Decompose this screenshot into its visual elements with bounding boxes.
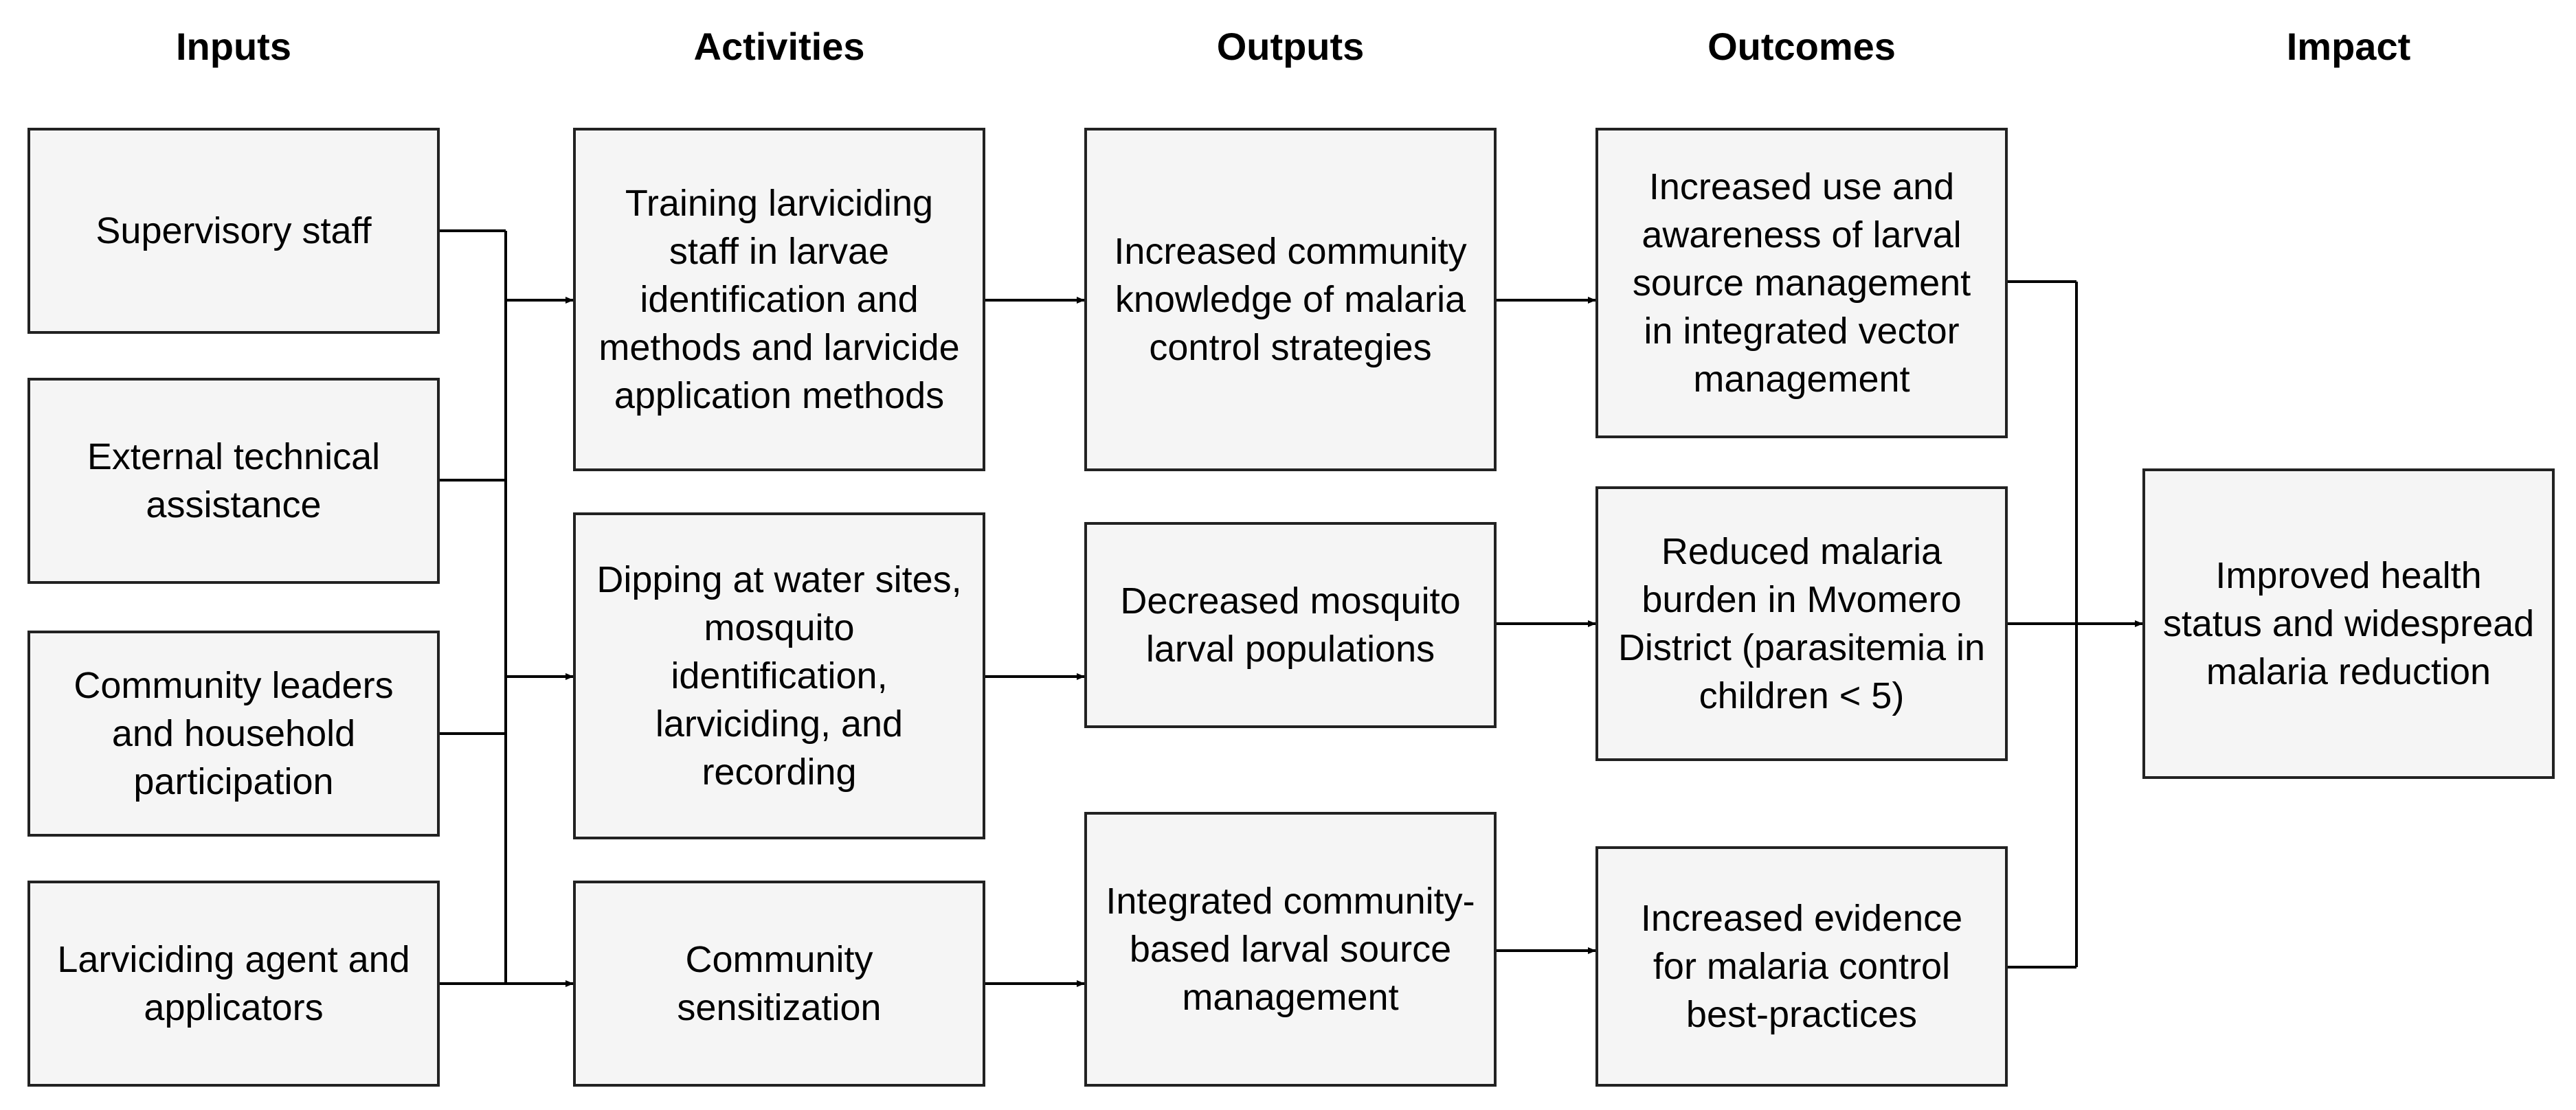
impact-health-status-label: Improved health status and widespread malaria reduction (2162, 555, 2535, 692)
input-larviciding-agent-label: Larviciding agent and applicators (57, 939, 410, 1028)
input-community-leaders (27, 631, 440, 837)
activity-sensitization-label: Community sensitization (677, 939, 882, 1028)
input-supervisory-staff-label: Supervisory staff (96, 210, 372, 251)
input-supervisory-staff (27, 128, 440, 334)
impact-health-status (2142, 468, 2555, 779)
output-integrated-lsm-label: Integrated community-based larval source management (1106, 881, 1475, 1018)
activity-training (573, 128, 985, 471)
output-larval-populations (1084, 522, 1497, 728)
input-external-technical-assistance-label: External technical assistance (87, 436, 381, 525)
header-outputs: Outputs (1216, 25, 1365, 68)
header-activities: Activities (693, 25, 865, 68)
activity-dipping (573, 512, 985, 839)
outcome-burden (1595, 486, 2008, 761)
input-external-technical-assistance (27, 378, 440, 584)
activity-dipping-label: Dipping at water sites, mosquito identification, larviciding, and recording (596, 559, 962, 793)
outcome-evidence-label: Increased evidence for malaria control best-practices (1640, 898, 1963, 1035)
outcome-evidence (1595, 846, 2008, 1087)
output-knowledge-label: Increased community knowledge of malaria control strategies (1114, 231, 1467, 368)
input-larviciding-agent (27, 881, 440, 1087)
outcome-burden-label: Reduced malaria burden in Mvomero District (parasitemia in children < 5) (1617, 531, 1986, 716)
output-integrated-lsm (1084, 812, 1497, 1087)
activity-sensitization (573, 881, 985, 1087)
input-community-leaders-label: Community leaders and household participation (74, 665, 394, 802)
outcome-awareness-label: Increased use and awareness of larval source management in integrated vector management (1632, 166, 1971, 400)
activity-training-label: Training larviciding staff in larvae identification and methods and larvicide application methods (598, 183, 960, 416)
header-impact: Impact (2286, 25, 2411, 68)
output-knowledge (1084, 128, 1497, 471)
output-larval-populations-label: Decreased mosquito larval populations (1120, 580, 1461, 670)
header-inputs: Inputs (176, 25, 291, 68)
outcome-awareness (1595, 128, 2008, 438)
header-outcomes: Outcomes (1707, 25, 1896, 68)
